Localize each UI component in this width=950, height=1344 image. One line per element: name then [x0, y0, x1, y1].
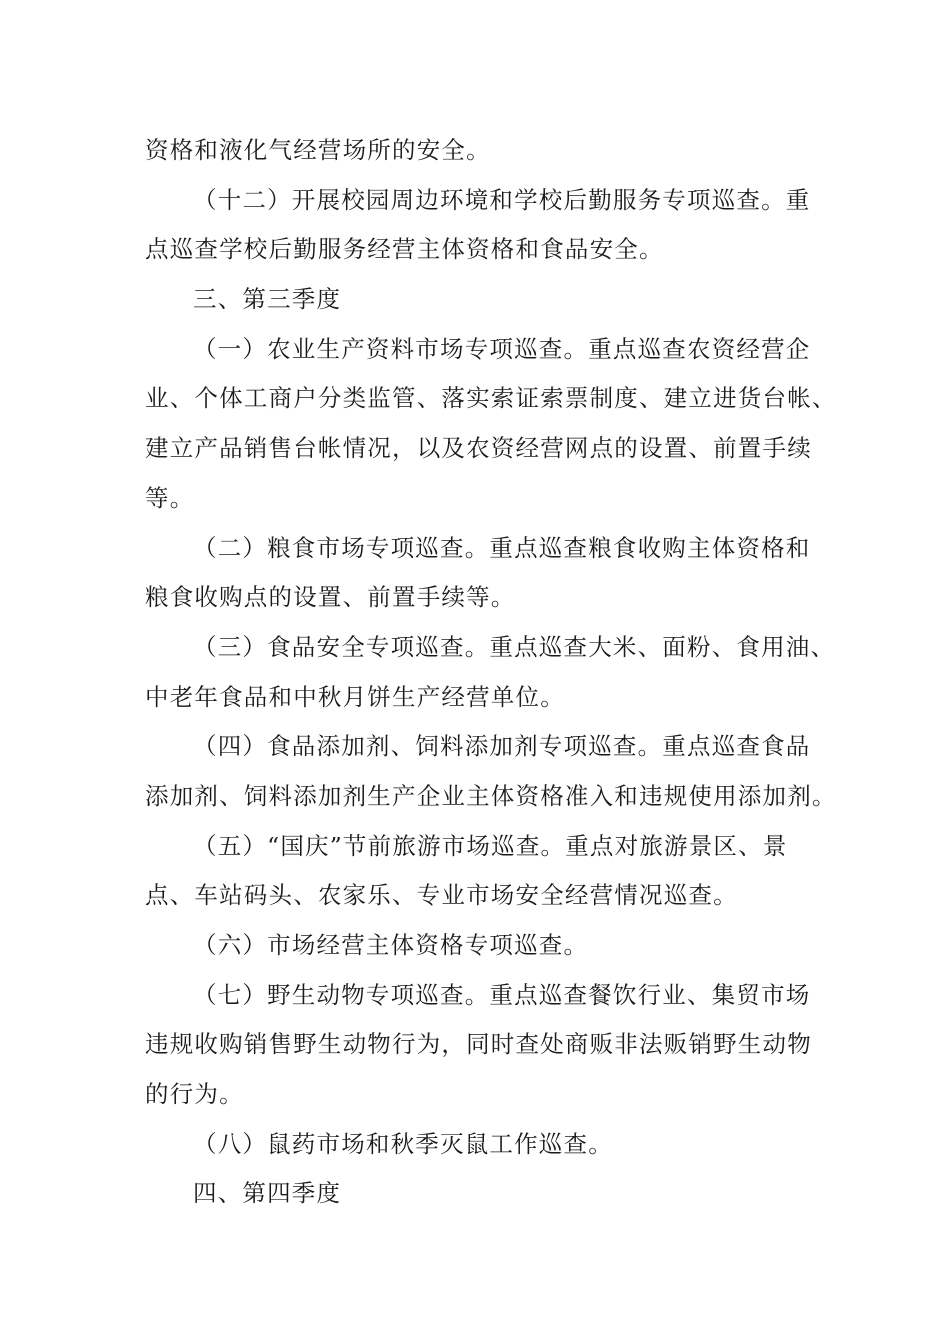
paragraph-start-line: （十二）开展校园周边环境和学校后勤服务专项巡查。重 [193, 185, 811, 214]
text-line: 粮食收购点的设置、前置手续等。 [145, 583, 516, 612]
text-line: 添加剂、饲料添加剂生产企业主体资格准入和违规使用添加剂。 [145, 781, 837, 810]
text-line: 等。 [145, 483, 195, 512]
document-body [145, 126, 837, 1219]
section-heading: 四、第四季度 [193, 1179, 342, 1208]
text-line: 的行为。 [145, 1080, 244, 1109]
text-line: 点、车站码头、农家乐、专业市场安全经营情况巡查。 [145, 881, 738, 910]
text-line: 建立产品销售台帐情况，以及农资经营网点的设置、前置手续 [145, 434, 812, 463]
paragraph-start-line: （七）野生动物专项巡查。重点巡查餐饮行业、集贸市场 [193, 980, 811, 1009]
paragraph-start-line: （五）“国庆”节前旅游市场巡查。重点对旅游景区、景 [193, 831, 788, 860]
text-line: 中老年食品和中秋月饼生产经营单位。 [145, 682, 565, 711]
paragraph-start-line: （一）农业生产资料市场专项巡查。重点巡查农资经营企 [193, 334, 811, 363]
paragraph-start-line: （八）鼠药市场和秋季灭鼠工作巡查。 [193, 1129, 613, 1158]
paragraph-start-line: （二）粮食市场专项巡查。重点巡查粮食收购主体资格和 [193, 533, 811, 562]
paragraph-start-line: （三）食品安全专项巡查。重点巡查大米、面粉、食用油、 [193, 632, 836, 661]
text-line: 点巡查学校后勤服务经营主体资格和食品安全。 [145, 235, 664, 264]
paragraph-start-line: （六）市场经营主体资格专项巡查。 [193, 931, 589, 959]
section-heading: 三、第三季度 [193, 285, 342, 314]
text-line: 资格和液化气经营场所的安全。 [145, 136, 491, 164]
text-line: 违规收购销售野生动物行为，同时查处商贩非法贩销野生动物 [145, 1030, 812, 1059]
text-line: 业、个体工商户分类监管、落实索证索票制度、建立进货台帐、 [145, 384, 837, 413]
paragraph-start-line: （四）食品添加剂、饲料添加剂专项巡查。重点巡查食品 [193, 732, 811, 761]
